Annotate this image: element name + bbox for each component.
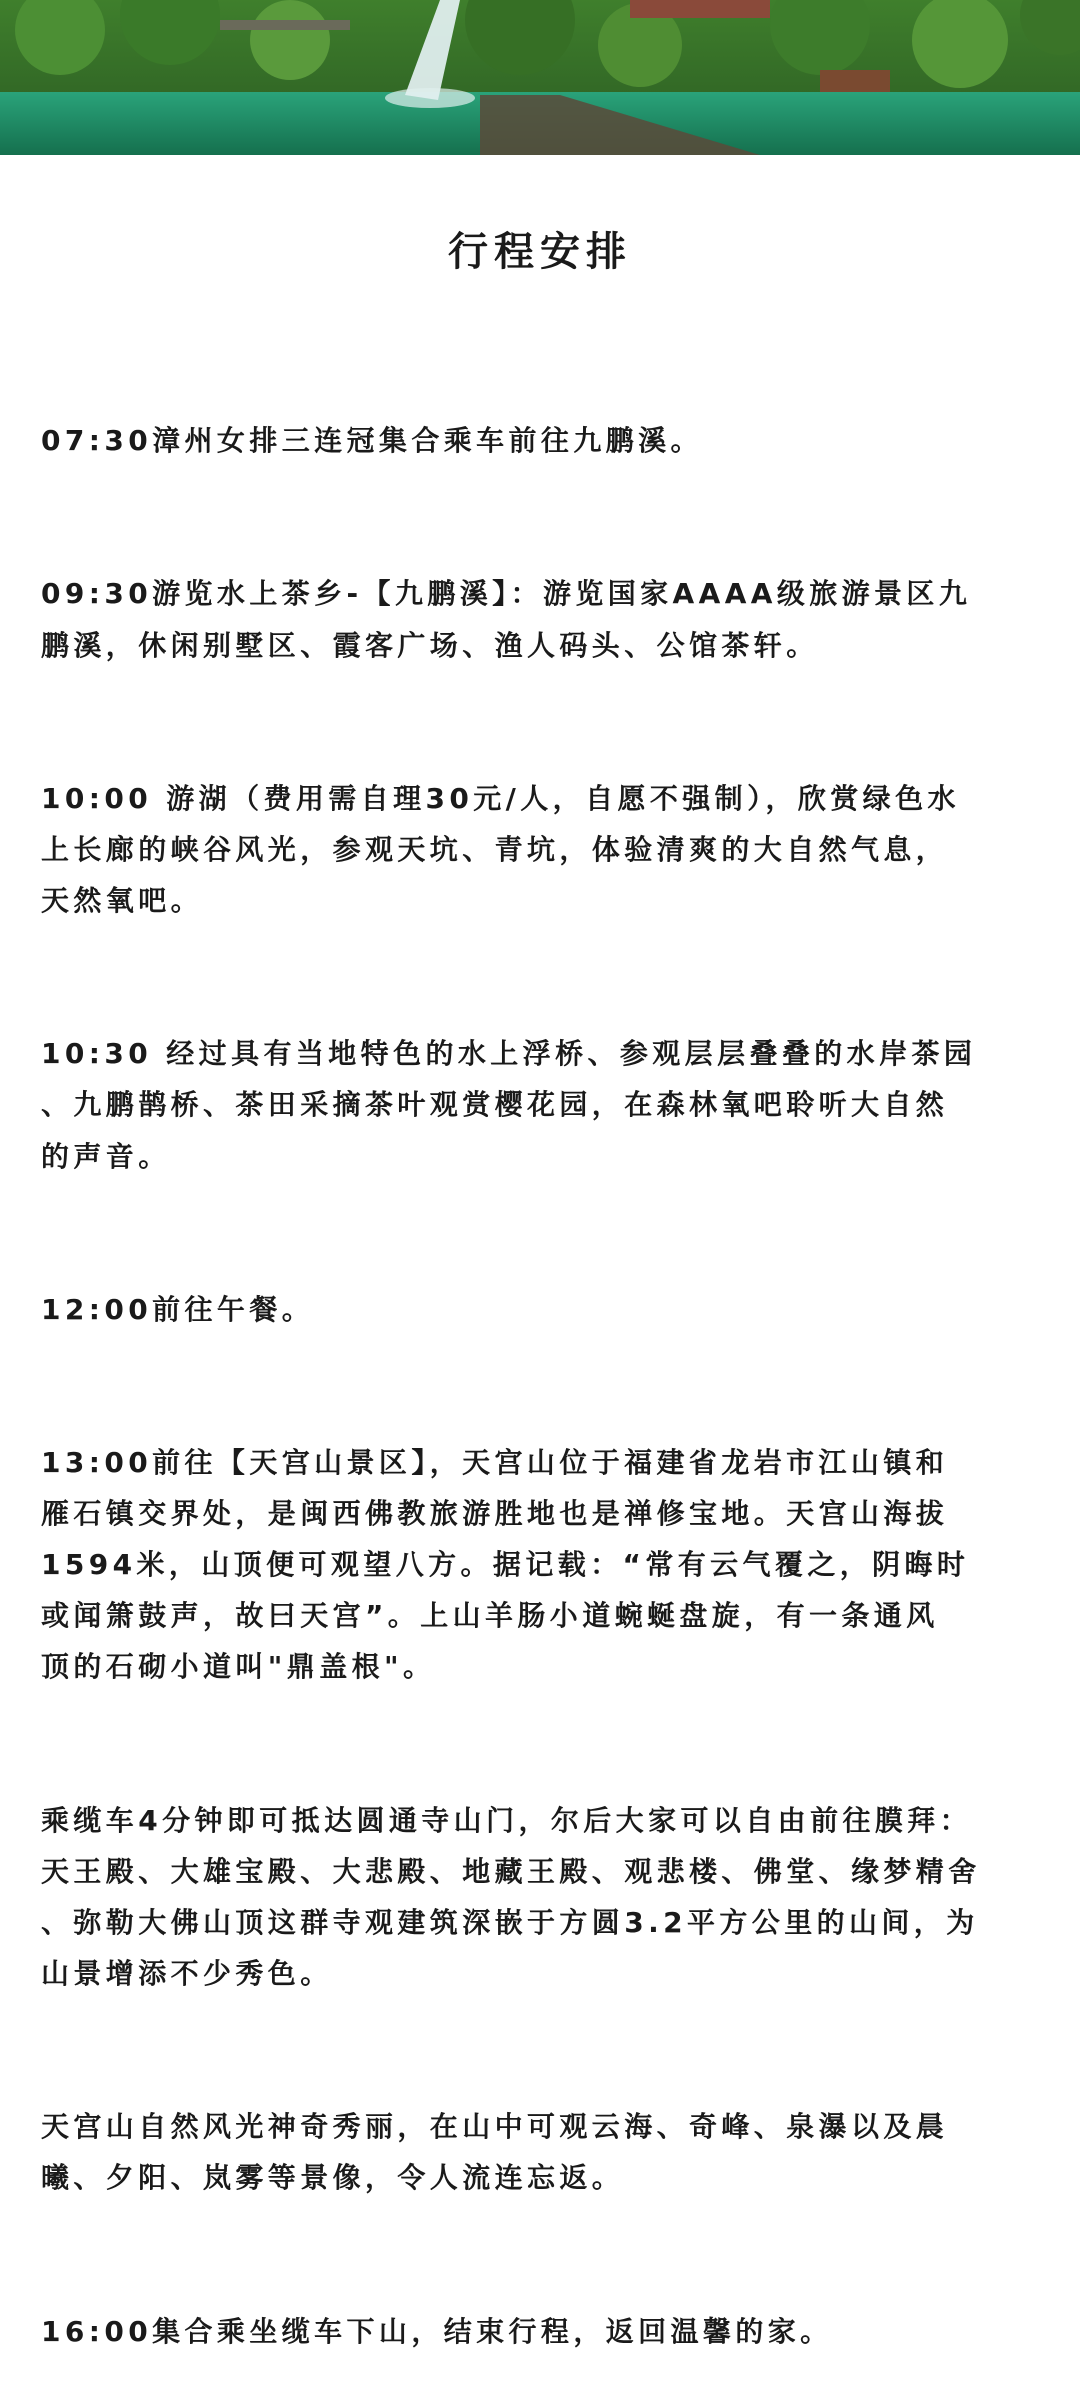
hero-photo [0,0,1080,155]
itinerary-item: 12:00前往午餐。 [41,1292,315,1326]
page-title: 行程安排 [448,229,632,275]
itinerary-item: 09:30游览水上茶乡-【九鹏溪】：游览国家AAAA级旅游景区九 鹏溪，休闲别墅区、霞客广场、渔人码头、公馆茶轩。 [41,577,972,662]
itinerary-item: 13:00前往【天宫山景区】，天宫山位于福建省龙岩市江山镇和 雁石镇交界处，是闽西佛教旅游胜地也是禅修宝地。天宫山海拔 1594米，山顶便可观望八方。据记载：“常有云气覆之，阴晦时 或闻箫鼓声，故曰天宫”。上山羊肠小道蜿蜒盘旋，有一条通风 顶的石砌小道叫"鼎盖根"。 [41,1446,970,1684]
lake-fountain-forest-photo [0,0,1080,155]
itinerary-item: 16:00集合乘坐缆车下山，结束行程，返回温馨的家。 [41,2314,833,2348]
itinerary-text [41,313,1061,2408]
itinerary-item: 10:30 经过具有当地特色的水上浮桥、参观层层叠叠的水岸茶园 、九鹏鹊桥、茶田采摘茶叶观赏樱花园，在森林氧吧聆听大自然 的声音。 [41,1037,977,1173]
itinerary-item: 10:00 游湖（费用需自理30元/人，自愿不强制），欣赏绿色水 上长廊的峡谷风光，参观天坑、青坑，体验清爽的大自然气息， 天然氧吧。 [41,781,960,918]
itinerary-item: 天宫山自然风光神奇秀丽，在山中可观云海、奇峰、泉瀑以及晨 曦、夕阳、岚雾等景像，令人流连忘返。 [41,2110,949,2195]
itinerary-item: 乘缆车4分钟即可抵达圆通寺山门，尔后大家可以自由前往膜拜： 天王殿、大雄宝殿、大悲殿、地藏王殿、观悲楼、佛堂、缘梦精舍 、弥勒大佛山顶这群寺观建筑深嵌于方圆3.2平方公里的山间，为 山景增添不少秀色。 [41,1803,981,1990]
itinerary-item: 07:30漳州女排三连冠集合乘车前往九鹏溪。 [41,424,703,458]
